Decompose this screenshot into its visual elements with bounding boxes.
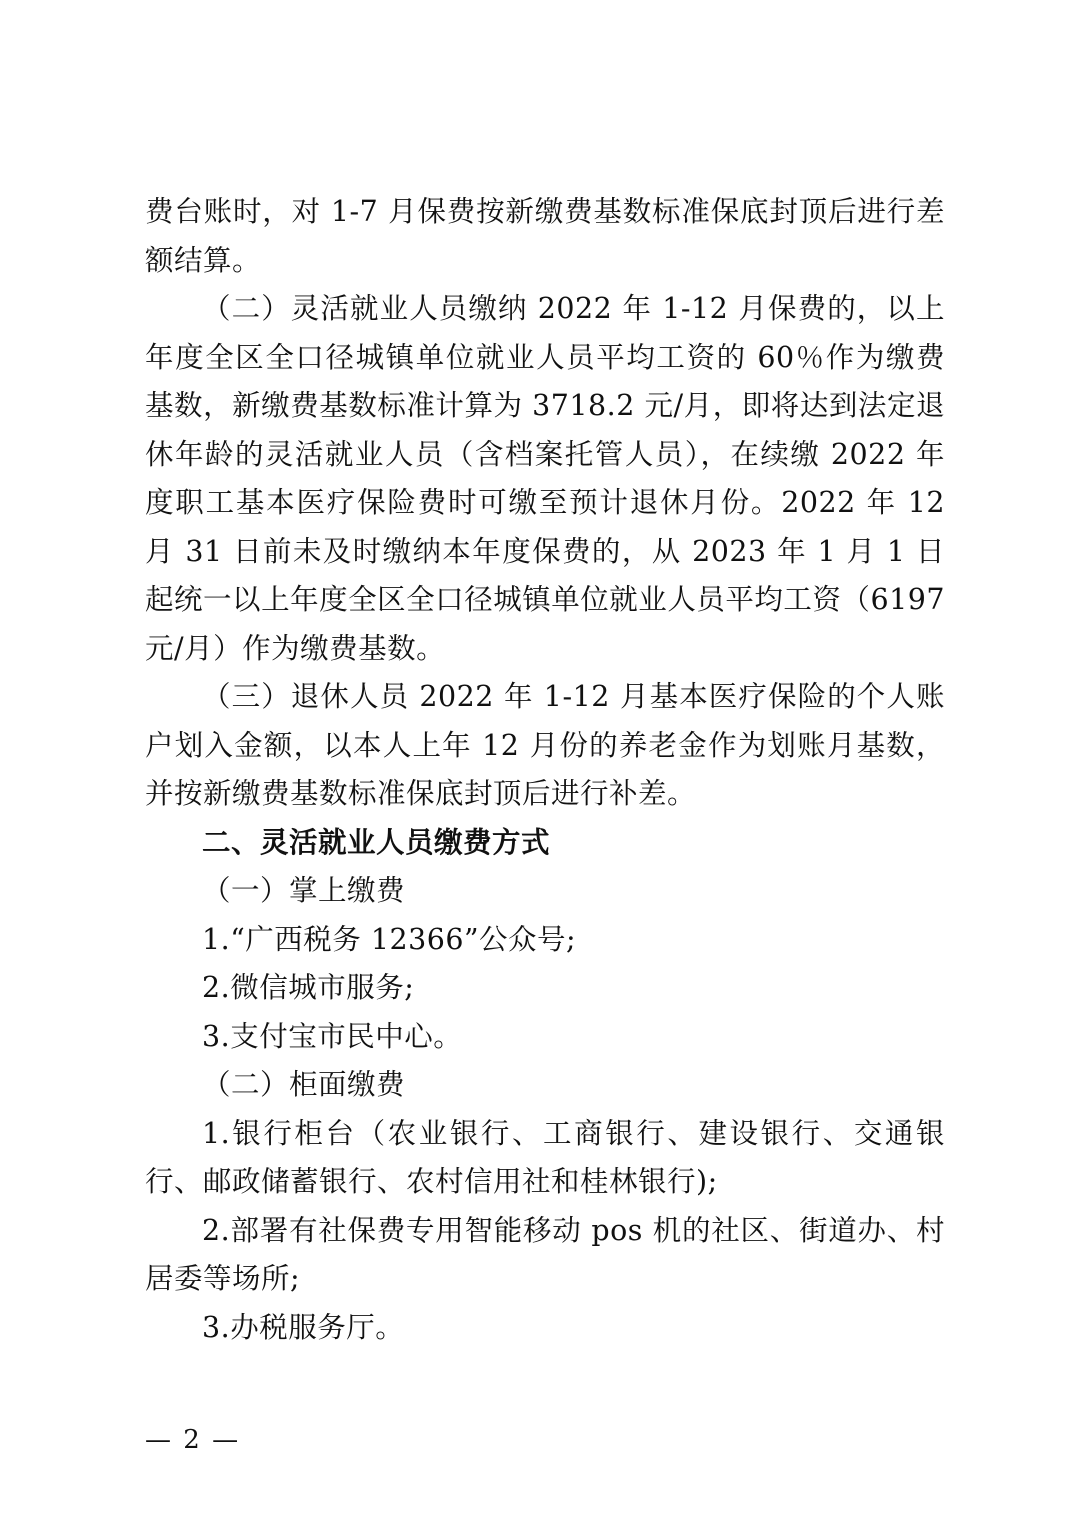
paragraph-continuation: 费台账时，对 1-7 月保费按新缴费基数标准保底封顶后进行差额结算。	[145, 195, 945, 277]
subheading-mobile-payment: （一）掌上缴费	[202, 874, 406, 907]
list-item-alipay: 3.支付宝市民中心。	[202, 1019, 463, 1053]
list-item-wechat-city-service: 2.微信城市服务;	[202, 971, 415, 1004]
list-item-tax-hall: 3.办税服务厅。	[202, 1310, 405, 1344]
subheading-counter-payment: （二）柜面缴费	[202, 1068, 406, 1101]
section-heading-payment-methods: 二、灵活就业人员缴费方式	[202, 825, 551, 859]
body-text	[145, 188, 945, 1352]
list-item-pos-locations: 2.部署有社保费专用智能移动 pos 机的社区、街道办、村居委等场所;	[145, 1213, 945, 1295]
paragraph-retiree-account: （三）退休人员 2022 年 1-12 月基本医疗保险的个人账户划入金额，以本人上年 12 月份的养老金作为划账月基数，并按新缴费基数标准保底封顶后进行补差。	[145, 680, 945, 810]
paragraph-flexible-employment-base: （二）灵活就业人员缴纳 2022 年 1-12 月保费的，以上年度全区全口径城镇单位就业人员平均工资的 60％作为缴费基数，新缴费基数标准计算为 3718.2 元/月，即将达到法定退休年龄的灵活就业人员（含档案托管人员），在续缴 2022 年度职工基本医疗保险费时可缴至预计退休月份。2022 年 12 月 31 日前未及时缴纳本年度保费的，从 2023 年 1 月 1 日起统一以上年度全区全口径城镇单位就业人员平均工资（6197 元/月）作为缴费基数。	[145, 292, 945, 665]
page-number: — 2 —	[145, 1425, 241, 1455]
list-item-wechat-official-account: 1.“广西税务 12366”公众号;	[202, 922, 577, 956]
list-item-bank-counters: 1.银行柜台（农业银行、工商银行、建设银行、交通银行、邮政储蓄银行、农村信用社和桂林银行);	[145, 1116, 945, 1198]
